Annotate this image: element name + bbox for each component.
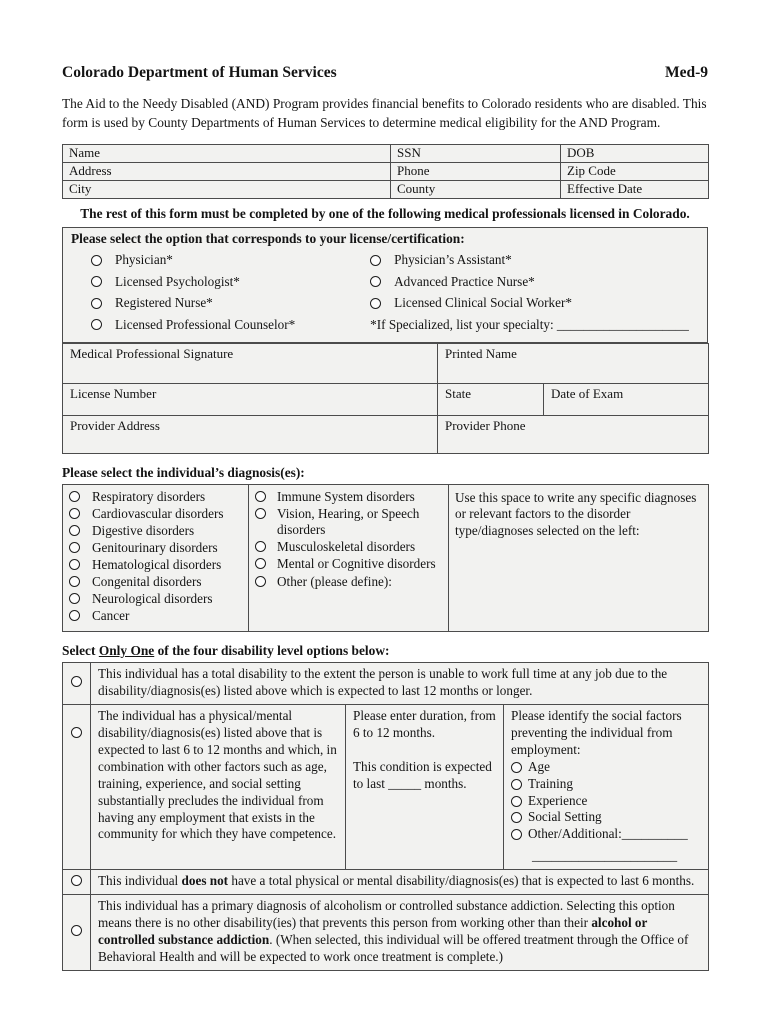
radio-cell[interactable] — [63, 895, 91, 971]
provider-address-field: Provider Address — [63, 415, 438, 453]
table-row — [63, 180, 709, 198]
option-label: Other/Additional:__________ — [528, 826, 688, 842]
option-label: Other (please define): — [277, 573, 392, 589]
radio-button-icon[interactable] — [511, 812, 522, 823]
radio-button-icon[interactable] — [69, 559, 80, 570]
option-training[interactable] — [511, 776, 701, 793]
option-text: This individual has a primary diagnosis of alcoholism or controlled substance addiction. Selecting this option means there is no other disability(ies) that prevents this person from working other than their — [98, 898, 675, 930]
radio-button-icon[interactable] — [69, 542, 80, 553]
table-row — [63, 162, 709, 180]
disability-option-row-1 — [63, 663, 709, 705]
diagnosis-column-1 — [63, 484, 249, 632]
option-advanced-practice-nurse[interactable] — [370, 271, 699, 293]
duration-line-1: Please enter duration, from 6 to 12 months. — [353, 708, 496, 740]
header — [62, 64, 708, 82]
zip-field: Zip Code — [561, 162, 709, 180]
diagnosis-column-2 — [249, 484, 449, 632]
radio-button-icon[interactable] — [255, 508, 266, 519]
option-mental-cognitive[interactable] — [255, 556, 442, 573]
license-options-right — [366, 250, 699, 336]
option-label: Hematological disorders — [92, 556, 222, 572]
diagnosis-table — [62, 484, 709, 633]
radio-button-icon[interactable] — [511, 762, 522, 773]
radio-button-icon[interactable] — [69, 593, 80, 604]
provider-phone-field: Provider Phone — [438, 415, 709, 453]
option-experience[interactable] — [511, 793, 701, 810]
diagnosis-notes-label: Use this space to write any specific diagnoses or relevant factors to the disorder type/diagnoses selected on the left: — [455, 489, 697, 539]
radio-button-icon[interactable] — [91, 276, 102, 287]
option-label: Mental or Cognitive disorders — [277, 556, 436, 572]
option-label: Registered Nurse* — [115, 295, 213, 311]
intro-paragraph: The Aid to the Needy Disabled (AND) Program provides financial benefits to Colorado residents who are disabled. This form is used by County Departments of Human Services to determine medical eligibility for the AND Program. — [62, 96, 707, 130]
date-of-exam-field: Date of Exam — [544, 383, 709, 415]
option-label: Musculoskeletal disorders — [277, 539, 416, 555]
radio-button-icon[interactable] — [511, 779, 522, 790]
option-label: Immune System disorders — [277, 488, 415, 504]
option-respiratory[interactable] — [69, 489, 242, 506]
radio-button-icon[interactable] — [71, 676, 82, 687]
option-label: Physician* — [115, 252, 173, 268]
table-row — [63, 343, 709, 383]
option2-text: The individual has a physical/mental disability/diagnosis(es) listed above that is expected to last 6 to 12 months and which, in combination with other factors such as age, training, experience, and social setting substantially precludes the individual from having any employment that exists in the community for which they have competence. — [91, 705, 346, 870]
license-number-field: License Number — [63, 383, 438, 415]
disability-option-row-2 — [63, 705, 709, 870]
printed-name-field: Printed Name — [438, 343, 709, 383]
option1-text: This individual has a total disability to the extent the person is unable to work full time at any job due to the disability/diagnosis(es) listed above which is expected to last 12 months or longer. — [91, 663, 709, 705]
option-registered-nurse[interactable] — [91, 293, 366, 315]
option3-text — [91, 870, 709, 895]
page-title: Colorado Department of Human Services — [62, 64, 337, 81]
option-label: Vision, Hearing, or Speech disorders — [277, 505, 420, 538]
diagnosis-notes-cell — [449, 484, 709, 632]
option-physicians-assistant[interactable] — [370, 250, 699, 272]
disability-option-row-3 — [63, 870, 709, 895]
option-congenital[interactable] — [69, 574, 242, 591]
license-heading: Please select the option that corresponds to your license/certification: — [71, 230, 465, 246]
option-musculoskeletal[interactable] — [255, 539, 442, 556]
address-field: Address — [63, 162, 391, 180]
radio-button-icon[interactable] — [91, 255, 102, 266]
social-factors-heading: Please identify the social factors preventing the individual from employment: — [511, 708, 682, 757]
option-label: Licensed Professional Counselor* — [115, 316, 296, 332]
license-options — [71, 250, 699, 336]
option-cardiovascular[interactable] — [69, 506, 242, 523]
table-row — [63, 144, 709, 162]
radio-button-icon[interactable] — [255, 576, 266, 587]
radio-button-icon[interactable] — [69, 508, 80, 519]
option-label: Advanced Practice Nurse* — [394, 273, 535, 289]
option-text: This individual — [98, 873, 182, 889]
radio-button-icon[interactable] — [71, 727, 82, 738]
option-licensed-psychologist[interactable] — [91, 271, 366, 293]
table-row — [63, 415, 709, 453]
signature-field: Medical Professional Signature — [63, 343, 438, 383]
radio-button-icon[interactable] — [255, 491, 266, 502]
option-licensed-professional-counselor[interactable] — [91, 314, 366, 336]
fill-in-line: ______________________ — [532, 848, 678, 864]
name-field: Name — [63, 144, 391, 162]
disability-options-table — [62, 662, 709, 970]
option-text-bold: alcohol or controlled substance addiction — [98, 914, 648, 947]
radio-button-icon[interactable] — [91, 298, 102, 309]
diagnosis-heading: Please select the individual’s diagnosis(es): — [62, 464, 305, 480]
city-field: City — [63, 180, 391, 198]
radio-button-icon[interactable] — [255, 558, 266, 569]
specialty-line: *If Specialized, list your specialty: ____________________ — [370, 316, 689, 332]
professional-notice: The rest of this form must be completed by one of the following medical professionals licensed in Colorado. — [80, 205, 690, 221]
option-other-additional[interactable] — [511, 826, 701, 843]
duration-line-2: This condition is expected to last _____ months. — [353, 758, 492, 791]
option-text-bold: does not — [181, 873, 229, 889]
ssn-field: SSN — [391, 144, 561, 162]
radio-button-icon[interactable] — [71, 875, 82, 886]
option-vision-hearing-speech[interactable] — [255, 506, 442, 539]
disability-option-row-4 — [63, 895, 709, 971]
license-options-left — [71, 250, 366, 336]
radio-button-icon[interactable] — [69, 610, 80, 621]
provider-table — [62, 343, 709, 454]
dob-field: DOB — [561, 144, 709, 162]
option-label: Cardiovascular disorders — [92, 505, 224, 521]
option-label: Cancer — [92, 608, 130, 624]
option-licensed-clinical-social-worker[interactable] — [370, 293, 699, 315]
radio-button-icon[interactable] — [370, 255, 381, 266]
radio-cell[interactable] — [63, 705, 91, 870]
radio-button-icon[interactable] — [69, 491, 80, 502]
social-factors-cell — [504, 705, 709, 870]
radio-cell[interactable] — [63, 663, 91, 705]
radio-button-icon[interactable] — [91, 319, 102, 330]
radio-button-icon[interactable] — [370, 298, 381, 309]
heading-emphasis: Only One — [98, 643, 155, 659]
table-row — [63, 383, 709, 415]
disability-heading — [62, 643, 708, 659]
option-other-diagnosis[interactable] — [255, 574, 442, 591]
option-label: Training — [528, 775, 573, 791]
radio-button-icon[interactable] — [69, 525, 80, 536]
option-social-setting[interactable] — [511, 809, 701, 826]
radio-cell[interactable] — [63, 870, 91, 895]
option-age[interactable] — [511, 759, 701, 776]
county-field: County — [391, 180, 561, 198]
applicant-info-table — [62, 144, 709, 199]
option-digestive[interactable] — [69, 523, 242, 540]
option-label: Experience — [528, 792, 588, 808]
radio-button-icon[interactable] — [370, 276, 381, 287]
radio-button-icon[interactable] — [71, 925, 82, 936]
heading-text: Select — [62, 643, 99, 659]
form-code: Med-9 — [664, 64, 708, 81]
state-field: State — [438, 383, 544, 415]
radio-button-icon[interactable] — [255, 541, 266, 552]
option-text: have a total physical or mental disability/diagnosis(es) that is expected to last 6 months. — [228, 873, 695, 889]
option-label: Congenital disorders — [92, 574, 202, 589]
option-label: Licensed Clinical Social Worker* — [394, 295, 572, 311]
option-cancer[interactable] — [69, 608, 242, 625]
license-section — [62, 227, 708, 343]
option-label: Age — [528, 758, 550, 774]
phone-field: Phone — [391, 162, 561, 180]
option-label: Genitourinary disorders — [92, 539, 218, 555]
option-label: Neurological disorders — [92, 591, 213, 607]
effective-date-field: Effective Date — [561, 180, 709, 198]
option-label: Digestive disorders — [92, 522, 195, 538]
heading-text: of the four disability level options below: — [154, 643, 390, 659]
option-label: Licensed Psychologist* — [115, 273, 240, 289]
option-physician[interactable] — [91, 250, 366, 272]
duration-cell — [346, 705, 504, 870]
option-genitourinary[interactable] — [69, 540, 242, 557]
radio-button-icon[interactable] — [511, 829, 522, 840]
radio-button-icon[interactable] — [69, 576, 80, 587]
radio-button-icon[interactable] — [511, 796, 522, 807]
option-neurological[interactable] — [69, 591, 242, 608]
option-immune-system[interactable] — [255, 489, 442, 506]
option-label: Social Setting — [528, 809, 602, 825]
option-label: Physician’s Assistant* — [394, 252, 512, 268]
table-row — [63, 484, 709, 632]
option-text: . (When selected, this individual will be offered treatment through the Office of Behavioral Health and will be expected to work once treatment is complete.) — [98, 931, 689, 964]
option-label: Respiratory disorders — [92, 488, 206, 504]
option4-text — [91, 895, 709, 971]
option-hematological[interactable] — [69, 557, 242, 574]
